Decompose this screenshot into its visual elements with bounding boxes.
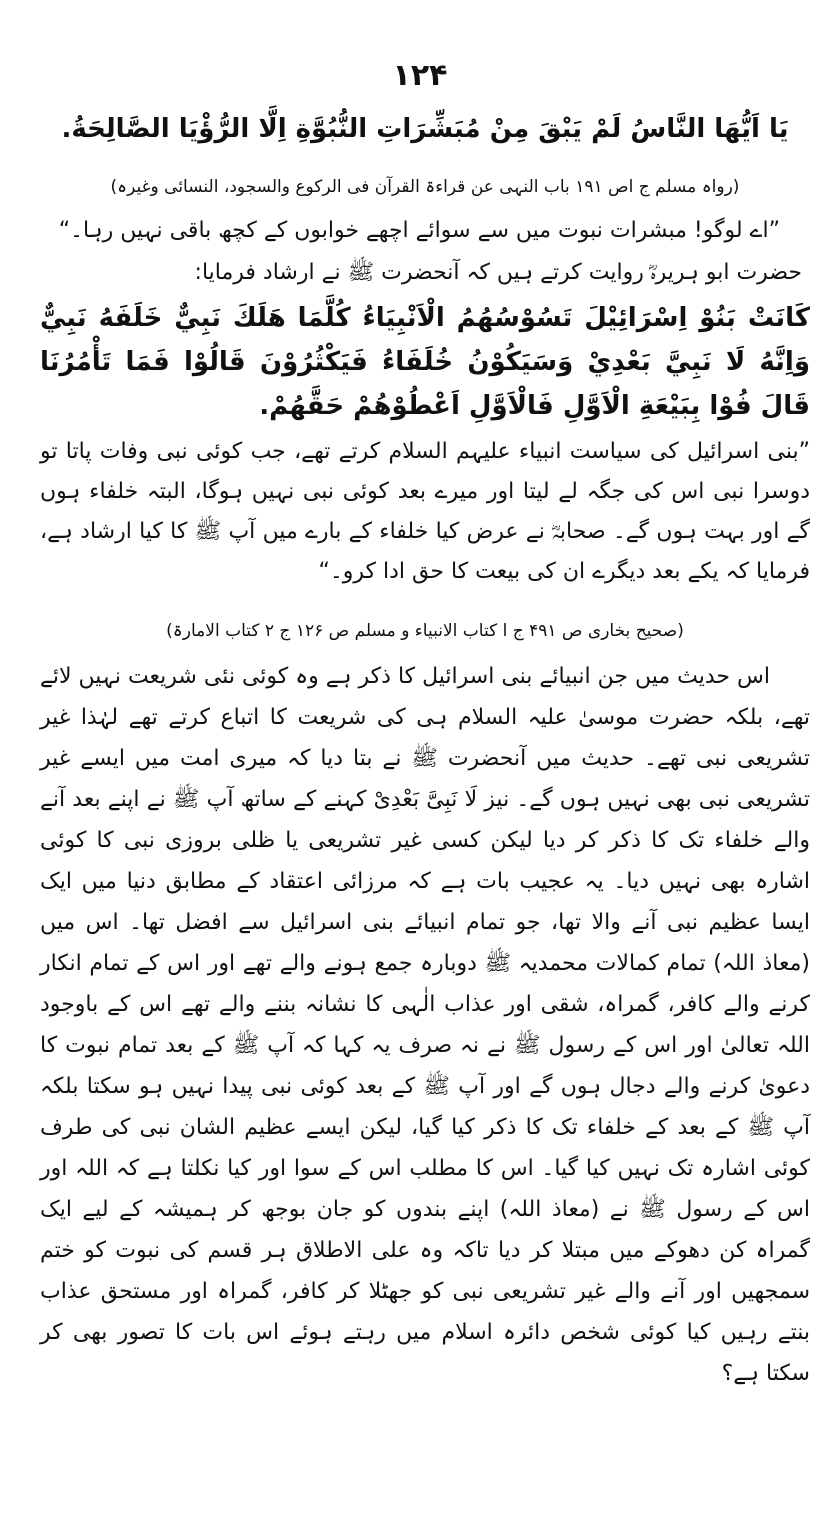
commentary-paragraph: اس حدیث میں جن انبیائے بنی اسرائیل کا ذکر ہے وہ کوئی نئی شریعت نہیں لائے تھے، بلکہ حضرت موسیٰ علیہ السلام ہی کی شریعت کا اتباع کرتے تھے لہٰذا غیر تشریعی نبی تھے۔ حدیث میں آنحضرت ﷺ نے بتا دیا کہ میری امت میں ایسے غیر تشریعی نبی بھی نہیں ہوں گے۔ نیز لَا نَبِیَّ بَعْدِیْ کہنے کے ساتھ آپ ﷺ نے اپنے بعد آنے والے خلفاء تک کا ذکر کر دیا لیکن کسی غیر تشریعی یا ظلی بروزی نبی کا کوئی اشارہ بھی نہیں دیا۔ یہ عجیب بات ہے کہ مرزائی اعتقاد کے مطابق دنیا میں ایک ایسا عظیم نبی آنے والا تھا، جو تمام انبیائے بنی اسرائیل سے افضل تھا۔ اس میں (معاذ اللہ) تمام کمالات محمدیہ ﷺ دوبارہ جمع ہونے والے تھے اور اس کے تمام انکار کرنے والے کافر، گمراہ، شقی اور عذاب الٰہی کا نشانہ بننے والے تھے اس کے باوجود اللہ تعالیٰ اور اس کے رسول ﷺ نے نہ صرف یہ کہا کہ آپ ﷺ کے بعد تمام نبوت کا دعویٰ کرنے والے دجال ہوں گے اور آپ ﷺ کے بعد کوئی نبی پیدا نہیں ہو سکتا بلکہ آپ ﷺ کے بعد کے خلفاء تک کا ذکر کیا گیا، لیکن ایسے عظیم الشان نبی کی طرف کوئی اشارہ تک نہیں کیا گیا۔ اس کا مطلب اس کے سوا اور کیا نکلتا ہے کہ اللہ اور اس کے رسول ﷺ نے (معاذ اللہ) اپنے بندوں کو جان بوجھ کر ہمیشہ کے لیے ایک گمراہ کن دھوکے میں مبتلا کر دیا تاکہ وہ علی الاطلاق ہر قسم کی نبوت کو ختم سمجھیں اور آنے والے غیر تشریعی نبی کو جھٹلا کر کافر، گمراہ اور مستحق عذاب بنتے رہیں کیا کوئی شخص دائرہ اسلام میں رہتے ہوئے اس بات کا تصور بھی کر سکتا ہے؟ <box>40 664 810 1386</box>
hadith2-intro: حضرت ابو ہریرہؓ روایت کرتے ہیں کہ آنحضرت ﷺ نے ارشاد فرمایا: <box>194 260 802 285</box>
hadith1-translation: ”اے لوگو! مبشرات نبوت میں سے سوائے اچھے خوابوں کے کچھ باقی نہیں رہا۔“ <box>58 218 780 243</box>
hadith2-reference: (صحیح بخاری ص ۴۹۱ ج ا کتاب الانبیاء و مسلم ص ۱۲۶ ج ۲ کتاب الامارۃ) <box>166 621 684 641</box>
hadith2-translation: ”بنی اسرائیل کی سیاست انبیاء علیہم السلام کرتے تھے، جب کوئی نبی وفات پاتا تو دوسرا نبی اس کی جگہ لے لیتا اور میرے بعد کوئی نبی نہیں ہوگا، البتہ خلفاء ہوں گے اور بہت ہوں گے۔ صحابہؓ نے عرض کیا خلفاء کے بارے میں آپ ﷺ کا کیا ارشاد ہے، فرمایا کہ یکے بعد دیگرے ان کی بیعت کا حق ادا کرو۔“ <box>40 439 810 584</box>
page-number: ۱۲۴ <box>392 58 448 93</box>
hadith1-arabic: يَا اَيُّهَا النَّاسُ لَمْ يَبْقَ مِنْ مُبَشِّرَاتِ النُّبُوَّةِ اِلَّا الرُّؤْيَا الصَّالِحَةُ. <box>61 114 789 144</box>
hadith1-reference: (رواہ مسلم ج اص ۱۹۱ باب النہی عن قراءۃ القرآن فی الرکوع والسجود، النسائی وغیرہ) <box>110 177 740 197</box>
hadith2-arabic: كَانَتْ بَنُوْ اِسْرَائِيْلَ تَسُوْسُهُمُ الْاَنْبِيَاءُ كُلَّمَا هَلَكَ نَبِيٌّ خَلَفَهُ نَبِيٌّ وَاِنَّهُ لَا نَبِيَّ بَعْدِيْ وَسَيَكُوْنُ خُلَفَاءُ فَيَكْثُرُوْنَ قَالُوْا فَمَا تَأْمُرُنَا قَالَ فُوْا بِبَيْعَةِ الْاَوَّلِ فَالْاَوَّلِ اَعْطُوْهُمْ حَقَّهُمْ. <box>40 303 810 421</box>
